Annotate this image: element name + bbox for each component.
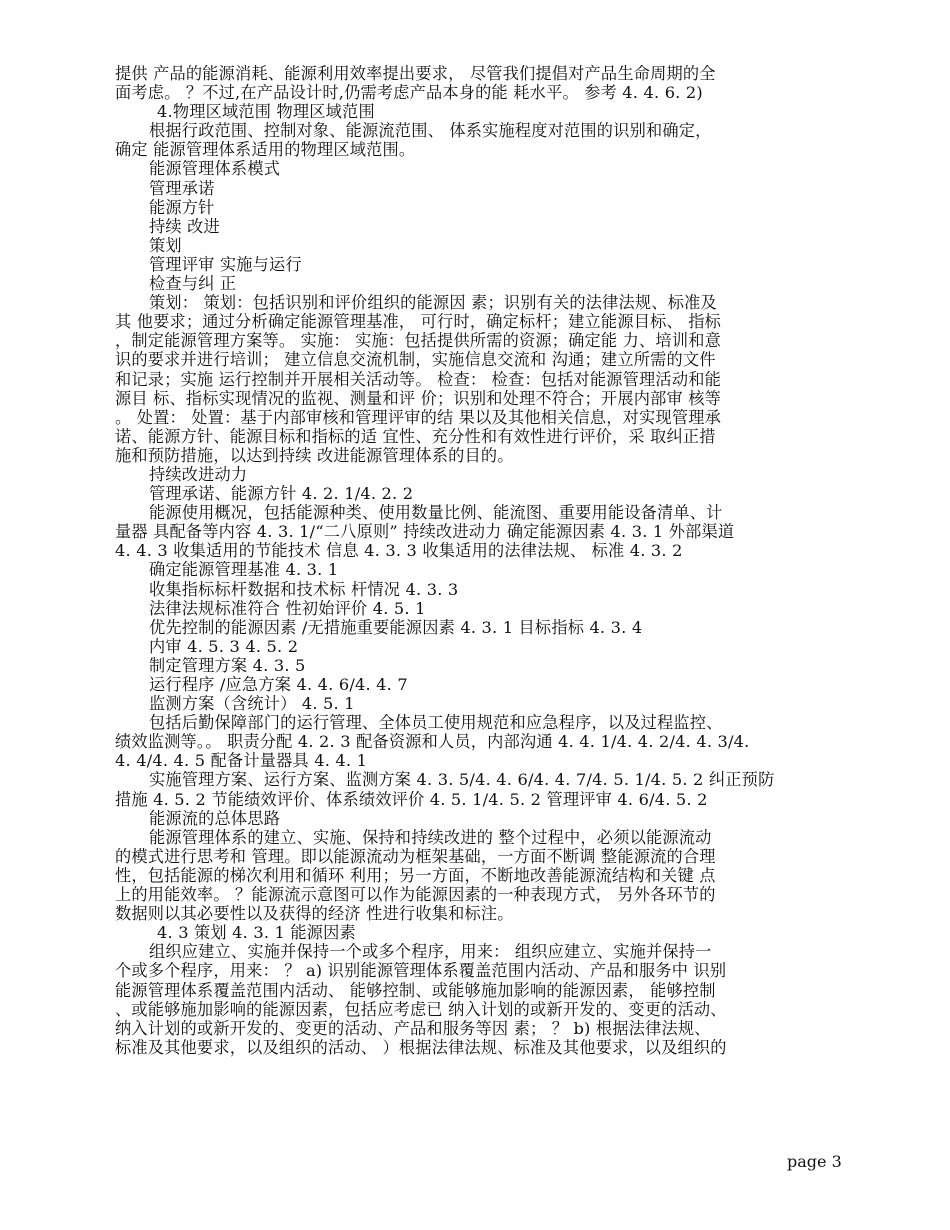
- text-line: 运行程序 /应急方案 4. 4. 6/4. 4. 7: [149, 675, 408, 694]
- text-line: 管理承诺、能源方针 4. 2. 1/4. 2. 2: [149, 484, 414, 504]
- text-line: 能源流的总体思路: [149, 808, 281, 828]
- text-line: 能源管理体系的建立、实施、保持和持续改进的 整个过程中，必须以能源流动: [149, 827, 712, 847]
- text-line: 包括后勤保障部门的运行管理、全体员工使用规范和应急程序，以及过程监控、: [149, 713, 723, 733]
- text-line: 措施 4. 5. 2 节能绩效评价、体系绩效评价 4. 5. 1/4. 5. 2 管理评审 4. 6/4. 5. 2: [115, 789, 708, 809]
- text-line: 监测方案（含统计） 4. 5. 1: [149, 694, 355, 714]
- text-line: ，制定能源管理方案等。 实施： 实施：包括提供所需的资源；确定能 力、培训和意: [115, 331, 721, 351]
- text-line: 能源方针: [149, 197, 215, 217]
- text-line: 性，包括能源的梯次利用和循环 利用；另一方面，不断地改善能源流结构和关键 点: [115, 865, 716, 885]
- text-line: 4. 3 策划 4. 3. 1 能源因素: [157, 923, 356, 943]
- text-line: 实施管理方案、运行方案、监测方案 4. 3. 5/4. 4. 6/4. 4. 7/4. 5. 1/4. 5. 2 纠正预防: [149, 770, 775, 790]
- page-number: page 3: [787, 1152, 842, 1171]
- text-line: 其 他要求；通过分析确定能源管理基准， 可行时，确定标杆；建立能源目标、 指标: [115, 312, 721, 332]
- text-line: 能源管理体系覆盖范围内活动、 能够控制、或能够施加影响的能源因素， 能够控制: [115, 980, 716, 1000]
- text-line: 制定管理方案 4. 3. 5: [149, 655, 306, 675]
- text-line: 确定能源管理基准 4. 3. 1: [149, 560, 339, 580]
- text-line: 策划: [149, 235, 182, 255]
- text-line: 收集指标标杆数据和技术标 杆情况 4. 3. 3: [149, 579, 459, 599]
- text-line: 持续 改进: [149, 216, 220, 236]
- text-line: 施和预防措施，以达到持续 改进能源管理体系的目的。: [115, 445, 514, 465]
- text-line: 识的要求并进行培训； 建立信息交流机制，实施信息交流和 沟通；建立所需的文件: [115, 350, 716, 370]
- text-line: 和记录；实施 运行控制并开展相关活动等。 检查： 检查：包括对能源管理活动和能: [115, 369, 721, 389]
- text-line: 上的用能效率。 ？能源流示意图可以作为能源因素的一种表现方式， 另外各环节的: [115, 885, 716, 905]
- text-line: 优先控制的能源因素 /无措施重要能源因素 4. 3. 1 目标指标 4. 3. 4: [149, 617, 643, 637]
- text-line: 4. 4/4. 4. 5 配备计量器具 4. 4. 1: [115, 751, 368, 771]
- text-line: 4.物理区域范围 物理区域范围: [157, 102, 375, 122]
- text-line: 内审 4. 5. 3 4. 5. 2: [149, 636, 299, 656]
- text-line: 组织应建立、实施并保持一个或多个程序，用来： 组织应建立、实施并保持一: [149, 942, 712, 962]
- text-line: 、或能够施加影响的能源因素，包括应考虑已 纳入计划的或新开发的、变更的活动、: [115, 999, 727, 1019]
- text-line: 源目 标、指标实现情况的监视、测量和评 价；识别和处理不符合；开展内部审 核等: [115, 388, 721, 408]
- text-line: 纳入计划的或新开发的、变更的活动、产品和服务等因 素； ？ b) 根据法律法规、: [115, 1018, 711, 1038]
- text-line: 管理评审 实施与运行: [149, 254, 302, 274]
- text-line: 个或多个程序，用来： ？ a) 识别能源管理体系覆盖范围内活动、产品和服务中 识别: [115, 961, 727, 981]
- text-line: 法律法规标准符合 性初始评价 4. 5. 1: [149, 598, 426, 618]
- text-line: 数据则以其必要性以及获得的经济 性进行收集和标注。: [115, 904, 514, 924]
- text-line: 诺、能源方针、能源目标和指标的适 宜性、充分性和有效性进行评价，采 取纠正措: [115, 426, 716, 446]
- text-line: 根据行政范围、控制对象、能源流范围、 体系实施程度对范围的识别和确定，: [149, 121, 712, 141]
- text-line: 标准及其他要求，以及组织的活动、 ）根据法律法规、标准及其他要求，以及组织的: [115, 1037, 727, 1057]
- text-line: 4. 4. 3 收集适用的节能技术 信息 4. 3. 3 收集适用的法律法规、 标准 4. 3. 2: [115, 541, 683, 561]
- text-line: 能源管理体系模式: [149, 159, 281, 179]
- text-line: 能源使用概况，包括能源种类、使用数量比例、能流图、重要用能设备清单、计: [149, 503, 723, 523]
- text-line: 的模式进行思考和 管理。即以能源流动为框架基础，一方面不断调 整能源流的合理: [115, 846, 716, 866]
- text-line: 提供 产品的能源消耗、能源利用效率提出要求， 尽管我们提倡对产品生命周期的全: [115, 64, 716, 83]
- text-line: 持续改进动力: [149, 464, 248, 484]
- text-line: 。 处置： 处置：基于内部审核和管理评审的结 果以及其他相关信息，对实现管理承: [115, 407, 721, 427]
- text-line: 绩效监测等。。 职责分配 4. 2. 3 配备资源和人员，内部沟通 4. 4. 1/4. 4. 2/4. 4. 3/4.: [115, 732, 750, 752]
- text-line: 确定 能源管理体系适用的物理区域范围。: [115, 140, 416, 160]
- body-text: [115, 64, 815, 1057]
- text-line: 量器 具配备等内容 4. 3. 1/“二八原则” 持续改进动力 确定能源因素 4. 3. 1 外部渠道: [115, 522, 735, 542]
- text-line: 管理承诺: [149, 178, 215, 198]
- text-line: 面考虑。 ？不过,在产品设计时,仍需考虑产品本身的能 耗水平。 参考 4. 4. 6. 2): [115, 83, 703, 103]
- text-line: 策划： 策划：包括识别和评价组织的能源因 素；识别有关的法律法规、标准及: [149, 293, 717, 313]
- text-line: 检查与纠 正: [149, 274, 237, 294]
